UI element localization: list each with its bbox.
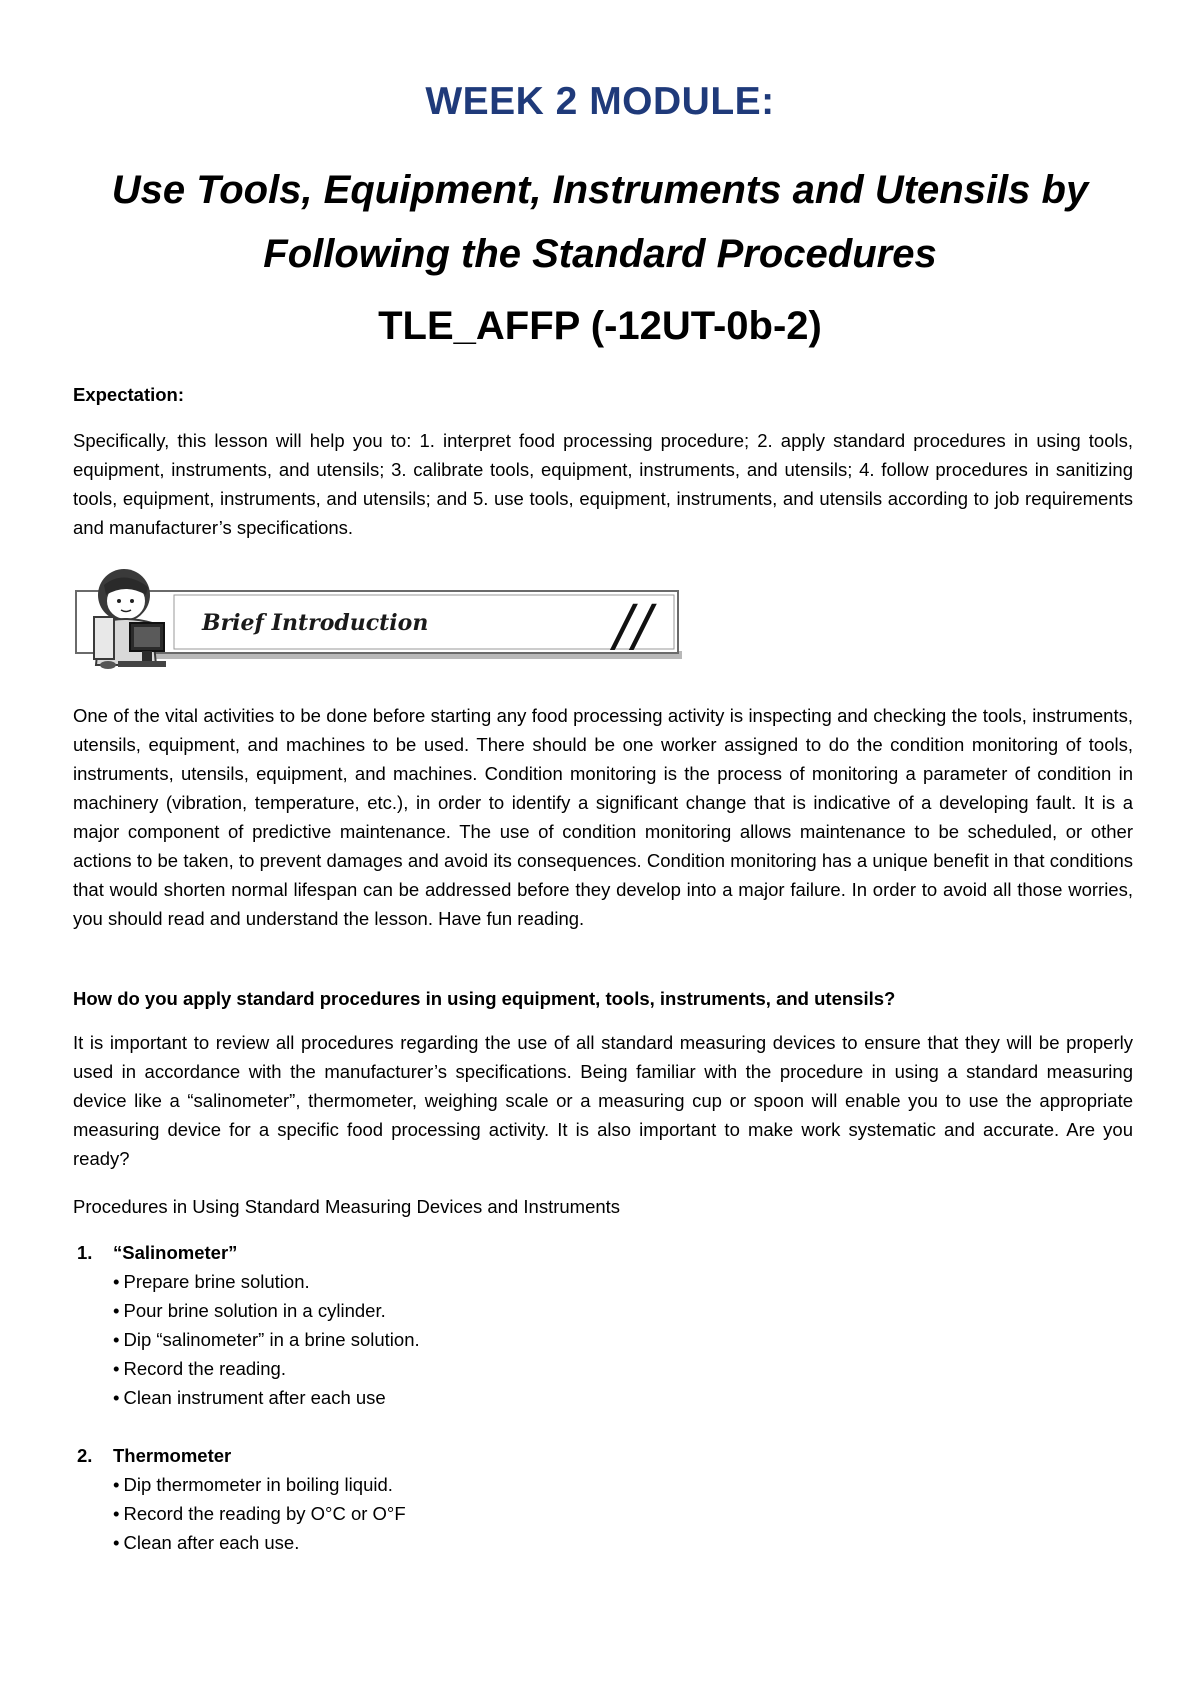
- procedure-step: • Record the reading by O°C or O°F: [113, 1499, 1133, 1528]
- module-title-line-1: Use Tools, Equipment, Instruments and Utensils by: [111, 168, 1089, 212]
- module-title-line-2: Following the Standard Procedures: [263, 232, 937, 276]
- question-paragraph: It is important to review all procedures regarding the use of all standard measuring devices to ensure that they will be properly used in accordance with the manufacturer’s specifications. Being familiar with the procedure in using a standard measuring device like a “salinometer”, thermometer, weighing scale or a measuring cup or spoon will enable you to use the appropriate measuring device for a specific food processing activity. It is also important to make work systematic and accurate. Are you ready?: [73, 1032, 1133, 1169]
- banner-double-slash: //: [614, 594, 652, 659]
- competency-code: TLE_AFFP (-12UT-0b-2): [378, 304, 822, 348]
- expectation-paragraph: Specifically, this lesson will help you to: 1. interpret food processing procedure; 2. apply standard procedures in using tools, equipment, instruments, and utensils; 3. calibrate tools, equipment, instruments, and utensils; 4. follow procedures in sanitizing tools, equipment, instruments, and utensils; and 5. use tools, equipment, instruments, and utensils according to job requirements and manufacturer’s specifications.: [73, 430, 1133, 538]
- procedure-step: • Clean after each use.: [113, 1528, 1133, 1557]
- procedure-step: • Pour brine solution in a cylinder.: [113, 1296, 1133, 1325]
- intro-paragraph: One of the vital activities to be done before starting any food processing activity is inspecting and checking the tools, instruments, utensils, equipment, and machines to be used. There should be one worker assigned to do the condition monitoring of tools, instruments, utensils, equipment, and machines. Condition monitoring is the process of monitoring a parameter of condition in machinery (vibration, temperature, etc.), in order to identify a significant change that is indicative of a developing fault. It is a major component of predictive maintenance. The use of condition monitoring allows maintenance to be scheduled, or other actions to be taken, to prevent damages and avoid its consequences. Condition monitoring has a unique benefit in that conditions that would shorten normal lifespan can be addressed before they develop into a major failure. In order to avoid all those worries, you should read and understand the lesson. Have fun reading.: [73, 705, 1133, 929]
- brief-introduction-banner: [74, 565, 682, 673]
- procedure-step: • Dip thermometer in boiling liquid.: [113, 1470, 1133, 1499]
- procedure-thermometer: [73, 1441, 1133, 1557]
- procedure-number: 2.: [77, 1445, 93, 1466]
- procedure-step: • Prepare brine solution.: [113, 1267, 1133, 1296]
- module-title: [60, 158, 1140, 286]
- procedure-salinometer: [73, 1238, 1133, 1412]
- procedures-list: [73, 1238, 1133, 1557]
- question-heading: How do you apply standard procedures in using equipment, tools, instruments, and utensils?: [73, 988, 896, 1009]
- procedure-step: • Dip “salinometer” in a brine solution.: [113, 1325, 1133, 1354]
- procedure-title: Thermometer: [113, 1445, 232, 1466]
- procedure-number: 1.: [77, 1242, 93, 1263]
- procedures-heading: Procedures in Using Standard Measuring Devices and Instruments: [73, 1196, 621, 1217]
- procedure-step: • Clean instrument after each use: [113, 1383, 1133, 1412]
- banner-label: Brief Introduction: [202, 610, 429, 636]
- week-title: WEEK 2 MODULE:: [425, 80, 775, 123]
- procedure-step: • Record the reading.: [113, 1354, 1133, 1383]
- expectation-heading: Expectation:: [73, 384, 185, 405]
- procedure-title: “Salinometer”: [113, 1242, 238, 1263]
